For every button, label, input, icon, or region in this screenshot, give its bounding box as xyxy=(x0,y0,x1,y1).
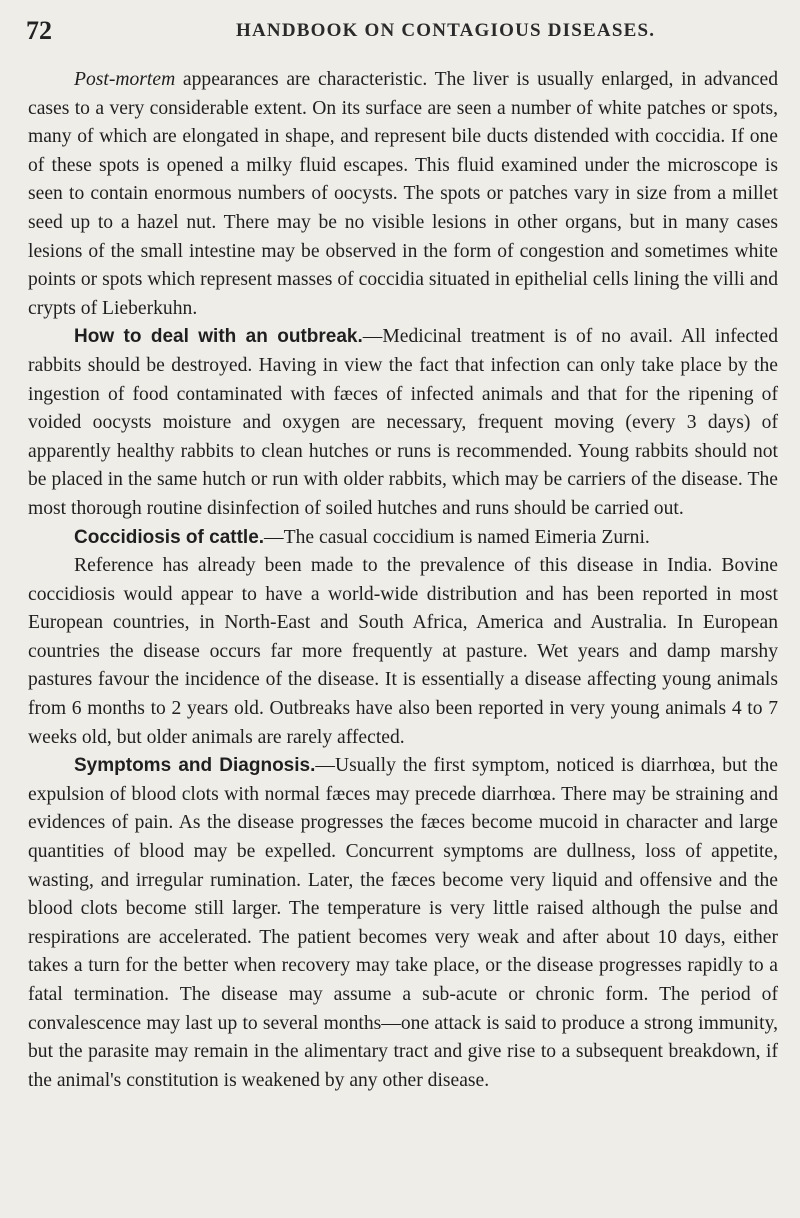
paragraph-lead-italic: Post-mortem xyxy=(74,69,176,90)
paragraph-text: —The casual coccidium is named Eimeria Zurni. xyxy=(264,526,650,548)
paragraph-cattle xyxy=(28,524,778,553)
section-heading-cattle: Coccidiosis of cattle. xyxy=(74,526,265,548)
paragraph-india xyxy=(28,552,778,752)
page-number: 72 xyxy=(26,16,52,45)
page-header xyxy=(26,14,770,48)
paragraph-text: —Medicinal treatment is of no avail. All infected rabbits should be destroyed. Having in view the fact that infection can only take place by the ingestion of food contaminated with fæces of infected animals and that for the ripening of voided oocysts moisture and oxygen are necessary, frequent moving (every 3 days) of apparently healthy rabbits to clean hutches or runs is recommended. Young rabbits should not be placed in the same hutch or run with older rabbits, which may be carriers of the disease. The most thorough routine disinfection of soiled hutches and runs should be carried out. xyxy=(28,326,778,519)
paragraph-text: appearances are characteristic. The liver is usually enlarged, in advanced cases to a very considerable extent. On its surface are seen a number of white patches or spots, many of which are elongated in shape, and represent bile ducts distended with coccidia. If one of these spots is opened a milky fluid escapes. This fluid examined under the microscope is seen to contain enormous numbers of oocysts. The spots or patches vary in size from a millet seed up to a hazel nut. There may be no visible lesions in other organs, but in many cases lesions of the small intestine may be observed in the form of congestion and sometimes white points or spots which represent masses of coccidia situated in epithelial cells lining the villi and crypts of Lieberkuhn. xyxy=(28,69,778,319)
paragraph-outbreak xyxy=(28,323,778,523)
paragraph-symptoms xyxy=(28,752,778,1095)
running-head: HANDBOOK ON CONTAGIOUS DISEASES. xyxy=(236,20,656,41)
body-text xyxy=(28,66,778,1095)
section-heading-outbreak: How to deal with an outbreak. xyxy=(74,326,363,348)
paragraph-text: Reference has already been made to the prevalence of this disease in India. Bovine coccidiosis would appear to have a world-wide distribution and has been reported in most European countries, in North-East and South Africa, America and Australia. In European countries the disease occurs far more frequently at pasture. Wet years and damp marshy pastures favour the incidence of the disease. It is essentially a disease affecting young animals from 6 months to 2 years old. Outbreaks have also been reported in very young animals 4 to 7 weeks old, but older animals are rarely affected. xyxy=(28,555,778,748)
paragraph-text: —Usually the first symptom, noticed is diarrhœa, but the expulsion of blood clots with normal fæces may precede diarrhœa. There may be straining and evidences of pain. As the disease progresses the fæces become mucoid in character and large quantities of blood may be expelled. Concurrent symptoms are dullness, loss of appetite, wasting, and irregular rumination. Later, the fæces become very liquid and offensive and the blood clots become still larger. The temperature is very little raised although the pulse and respirations are accelerated. The patient becomes very weak and after about 10 days, either takes a turn for the better when recovery may take place, or the disease progresses rapidly to a fatal termination. The disease may assume a sub-acute or chronic form. The period of convalescence may last up to several months—one attack is said to produce a strong immunity, but the parasite may remain in the alimentary tract and give rise to a subsequent breakdown, if the animal's constitution is weakened by any other disease. xyxy=(28,755,778,1091)
paragraph-post-mortem xyxy=(28,66,778,323)
section-heading-symptoms: Symptoms and Diagnosis. xyxy=(74,755,316,777)
